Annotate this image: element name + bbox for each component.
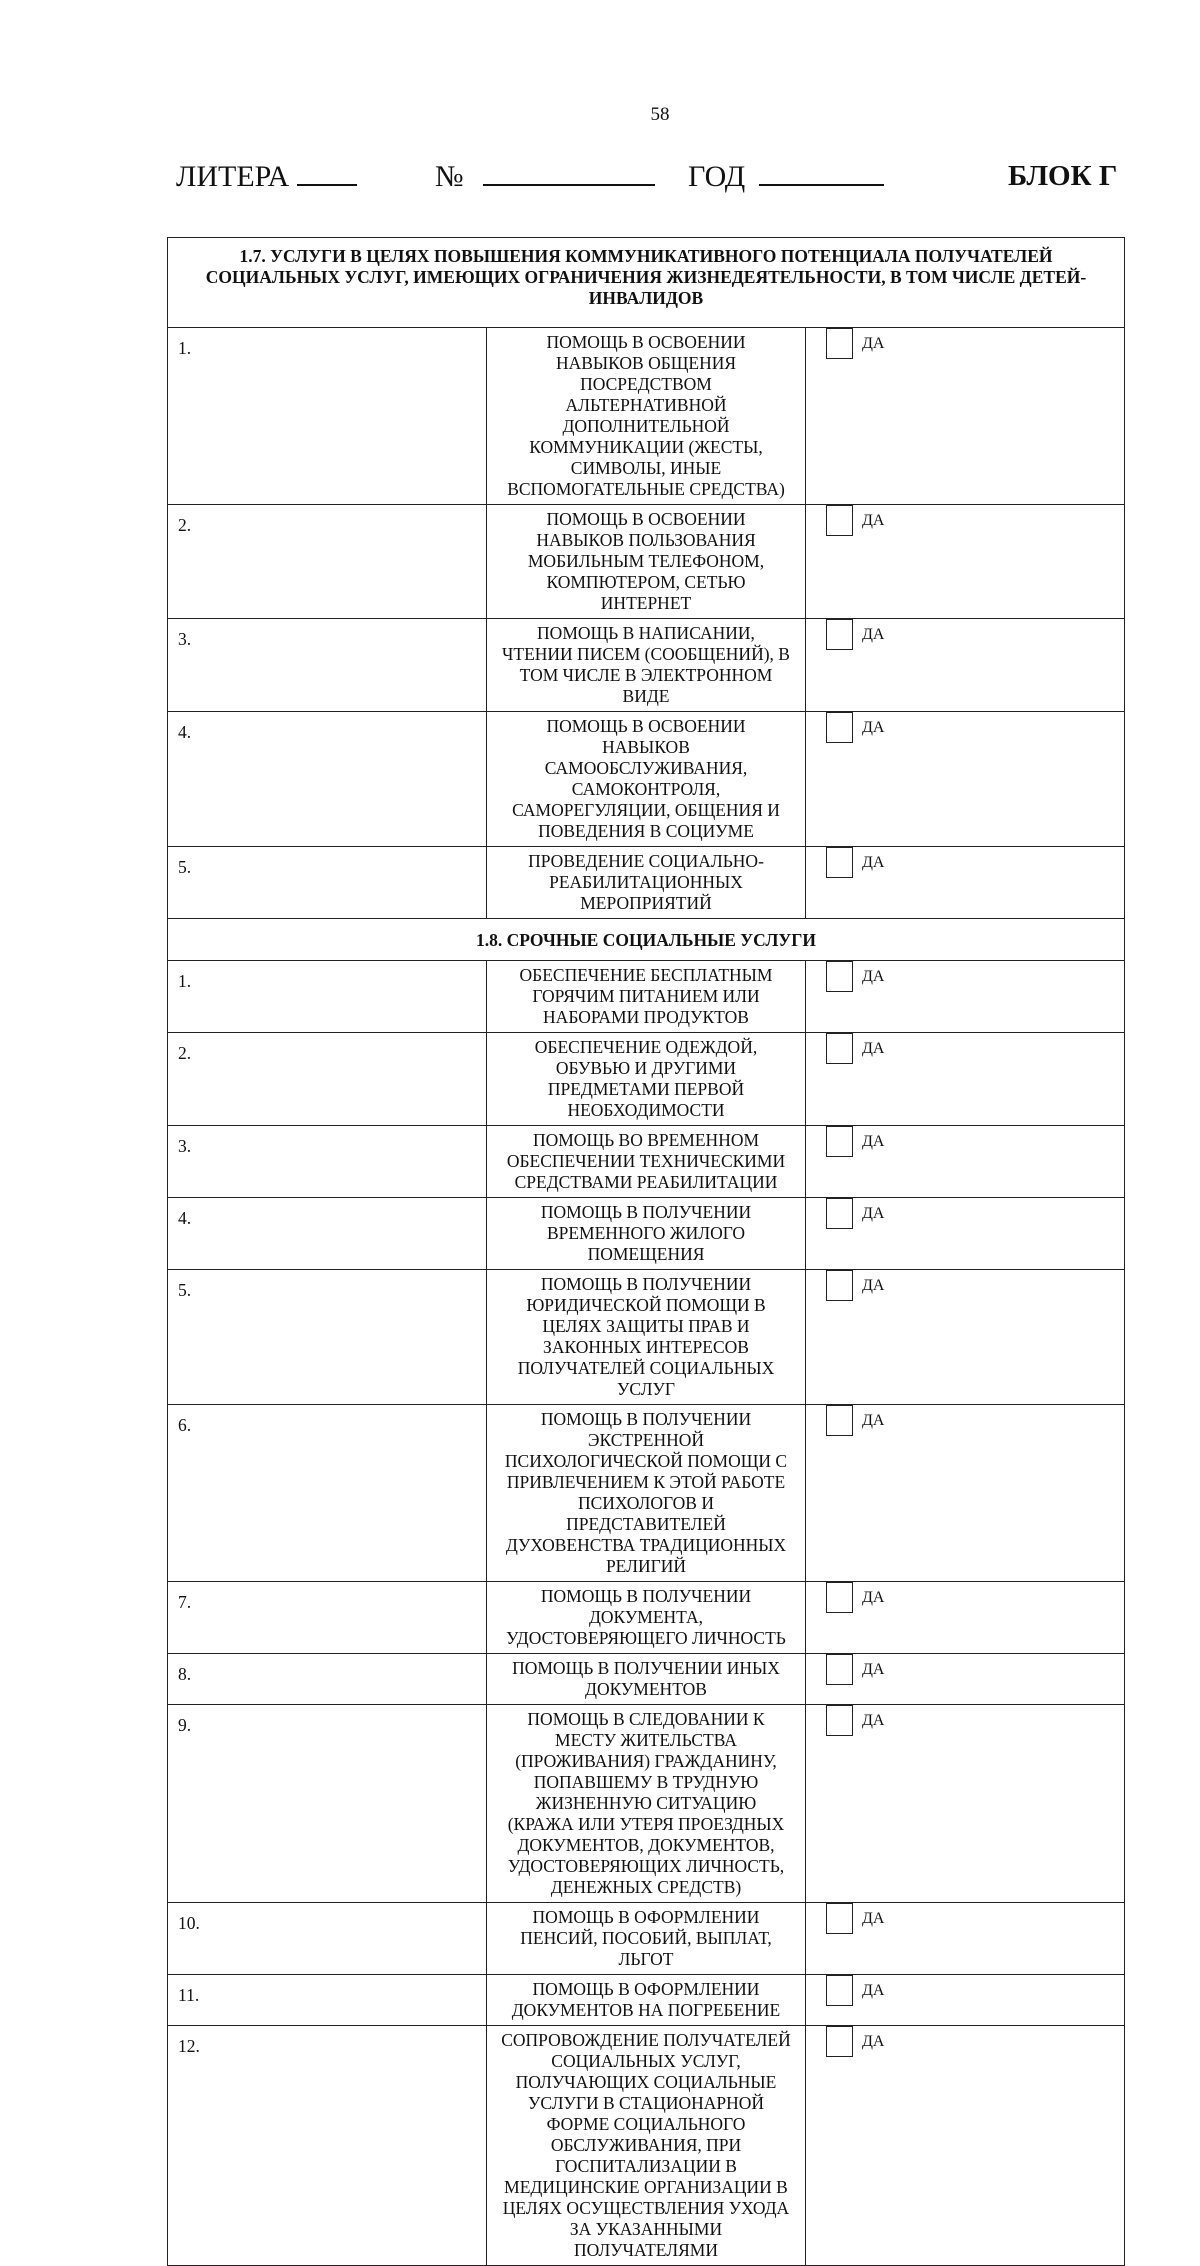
row-option xyxy=(806,619,1125,712)
year-label: ГОД xyxy=(688,160,746,193)
row-text: ПОМОЩЬ В ПОЛУЧЕНИИ ЭКСТРЕННОЙ ПСИХОЛОГИЧЕСКОЙ ПОМОЩИ С ПРИВЛЕЧЕНИЕМ К ЭТОЙ РАБОТЕ ПСИХОЛОГОВ И ПРЕДСТАВИТЕЛЕЙ ДУХОВЕНСТВА ТРАДИЦИОННЫХ РЕЛИГИЙ xyxy=(487,1405,806,1582)
row-number: 3. xyxy=(168,619,487,712)
yes-checkbox[interactable] xyxy=(826,961,853,992)
row-text: ПОМОЩЬ В ОСВОЕНИИ НАВЫКОВ ПОЛЬЗОВАНИЯ МОБИЛЬНЫМ ТЕЛЕФОНОМ, КОМПЮТЕРОМ, СЕТЬЮ ИНТЕРНЕТ xyxy=(487,505,806,619)
yes-checkbox[interactable] xyxy=(826,505,853,536)
table-row xyxy=(168,1903,1125,1975)
table-row xyxy=(168,1654,1125,1705)
yes-label: ДА xyxy=(862,1589,885,1606)
section-header-row xyxy=(168,919,1125,961)
row-number: 4. xyxy=(168,1198,487,1270)
section-title: 1.8. СРОЧНЫЕ СОЦИАЛЬНЫЕ УСЛУГИ xyxy=(168,919,1125,961)
yes-checkbox[interactable] xyxy=(826,1126,853,1157)
table-row xyxy=(168,1975,1125,2026)
yes-label: ДА xyxy=(862,1712,885,1729)
row-text: СОПРОВОЖДЕНИЕ ПОЛУЧАТЕЛЕЙ СОЦИАЛЬНЫХ УСЛУГ, ПОЛУЧАЮЩИХ СОЦИАЛЬНЫЕ УСЛУГИ В СТАЦИОНАРНОЙ ФОРМЕ СОЦИАЛЬНОГО ОБСЛУЖИВАНИЯ, ПРИ ГОСПИТАЛИЗАЦИИ В МЕДИЦИНСКИЕ ОРГАНИЗАЦИИ В ЦЕЛЯХ ОСУЩЕСТВЛЕНИЯ УХОДА ЗА УКАЗАННЫМИ ПОЛУЧАТЕЛЯМИ xyxy=(487,2026,806,2266)
yes-checkbox[interactable] xyxy=(826,1270,853,1301)
row-number: 1. xyxy=(168,328,487,505)
yes-label: ДА xyxy=(862,1133,885,1150)
year-blank[interactable] xyxy=(759,160,884,186)
yes-label: ДА xyxy=(862,854,885,871)
row-text: ПОМОЩЬ В ОФОРМЛЕНИИ ДОКУМЕНТОВ НА ПОГРЕБЕНИЕ xyxy=(487,1975,806,2026)
row-option xyxy=(806,2026,1125,2266)
table-row xyxy=(168,1705,1125,1903)
row-number: 2. xyxy=(168,1033,487,1126)
yes-checkbox[interactable] xyxy=(826,712,853,743)
yes-label: ДА xyxy=(862,1205,885,1222)
row-text: ПОМОЩЬ ВО ВРЕМЕННОМ ОБЕСПЕЧЕНИИ ТЕХНИЧЕСКИМИ СРЕДСТВАМИ РЕАБИЛИТАЦИИ xyxy=(487,1126,806,1198)
row-text: ПОМОЩЬ В СЛЕДОВАНИИ К МЕСТУ ЖИТЕЛЬСТВА (ПРОЖИВАНИЯ) ГРАЖДАНИНУ, ПОПАВШЕМУ В ТРУДНУЮ ЖИЗНЕННУЮ СИТУАЦИЮ (КРАЖА ИЛИ УТЕРЯ ПРОЕЗДНЫХ ДОКУМЕНТОВ, ДОКУМЕНТОВ, УДОСТОВЕРЯЮЩИХ ЛИЧНОСТЬ, ДЕНЕЖНЫХ СРЕДСТВ) xyxy=(487,1705,806,1903)
yes-label: ДА xyxy=(862,335,885,352)
yes-label: ДА xyxy=(862,1661,885,1678)
number-blank[interactable] xyxy=(483,160,655,186)
row-text: ПОМОЩЬ В ОСВОЕНИИ НАВЫКОВ САМООБСЛУЖИВАНИЯ, САМОКОНТРОЛЯ, САМОРЕГУЛЯЦИИ, ОБЩЕНИЯ И ПОВЕДЕНИЯ В СОЦИУМЕ xyxy=(487,712,806,847)
table-row xyxy=(168,1405,1125,1582)
yes-checkbox[interactable] xyxy=(826,1033,853,1064)
yes-label: ДА xyxy=(862,1277,885,1294)
row-option xyxy=(806,847,1125,919)
yes-checkbox[interactable] xyxy=(826,1975,853,2006)
table-row xyxy=(168,1033,1125,1126)
row-option xyxy=(806,1405,1125,1582)
row-text: ПОМОЩЬ В ПОЛУЧЕНИИ ВРЕМЕННОГО ЖИЛОГО ПОМЕЩЕНИЯ xyxy=(487,1198,806,1270)
row-option xyxy=(806,1975,1125,2026)
row-option xyxy=(806,505,1125,619)
row-number: 9. xyxy=(168,1705,487,1903)
row-option xyxy=(806,1126,1125,1198)
litera-field xyxy=(176,160,357,194)
row-option xyxy=(806,1705,1125,1903)
yes-checkbox[interactable] xyxy=(826,2026,853,2057)
year-field xyxy=(688,160,884,194)
row-option xyxy=(806,1033,1125,1126)
litera-blank[interactable] xyxy=(297,160,357,186)
row-number: 5. xyxy=(168,1270,487,1405)
row-option xyxy=(806,1903,1125,1975)
row-option xyxy=(806,328,1125,505)
row-number: 5. xyxy=(168,847,487,919)
table-row xyxy=(168,328,1125,505)
yes-label: ДА xyxy=(862,1040,885,1057)
yes-label: ДА xyxy=(862,512,885,529)
row-number: 4. xyxy=(168,712,487,847)
row-text: ОБЕСПЕЧЕНИЕ БЕСПЛАТНЫМ ГОРЯЧИМ ПИТАНИЕМ ИЛИ НАБОРАМИ ПРОДУКТОВ xyxy=(487,961,806,1033)
number-label: № xyxy=(435,160,464,193)
row-number: 2. xyxy=(168,505,487,619)
row-text: ПОМОЩЬ В ПОЛУЧЕНИИ ИНЫХ ДОКУМЕНТОВ xyxy=(487,1654,806,1705)
table-row xyxy=(168,847,1125,919)
yes-label: ДА xyxy=(862,719,885,736)
section-title: 1.7. УСЛУГИ В ЦЕЛЯХ ПОВЫШЕНИЯ КОММУНИКАТИВНОГО ПОТЕНЦИАЛА ПОЛУЧАТЕЛЕЙ СОЦИАЛЬНЫХ УСЛУГ, ИМЕЮЩИХ ОГРАНИЧЕНИЯ ЖИЗНЕДЕЯТЕЛЬНОСТИ, В ТОМ ЧИСЛЕ ДЕТЕЙ-ИНВАЛИДОВ xyxy=(168,238,1125,328)
row-text: ПОМОЩЬ В ОСВОЕНИИ НАВЫКОВ ОБЩЕНИЯ ПОСРЕДСТВОМ АЛЬТЕРНАТИВНОЙ ДОПОЛНИТЕЛЬНОЙ КОММУНИКАЦИИ (ЖЕСТЫ, СИМВОЛЫ, ИНЫЕ ВСПОМОГАТЕЛЬНЫЕ СРЕДСТВА) xyxy=(487,328,806,505)
yes-checkbox[interactable] xyxy=(826,1198,853,1229)
row-option xyxy=(806,1270,1125,1405)
row-text: ПОМОЩЬ В ОФОРМЛЕНИИ ПЕНСИЙ, ПОСОБИЙ, ВЫПЛАТ, ЛЬГОТ xyxy=(487,1903,806,1975)
table-row xyxy=(168,1198,1125,1270)
litera-label: ЛИТЕРА xyxy=(176,160,290,193)
yes-label: ДА xyxy=(862,1412,885,1429)
table-row xyxy=(168,505,1125,619)
row-number: 8. xyxy=(168,1654,487,1705)
row-text: ПОМОЩЬ В НАПИСАНИИ, ЧТЕНИИ ПИСЕМ (СООБЩЕНИЙ), В ТОМ ЧИСЛЕ В ЭЛЕКТРОННОМ ВИДЕ xyxy=(487,619,806,712)
yes-checkbox[interactable] xyxy=(826,619,853,650)
yes-label: ДА xyxy=(862,1910,885,1927)
row-number: 7. xyxy=(168,1582,487,1654)
number-field xyxy=(435,160,655,194)
row-number: 6. xyxy=(168,1405,487,1582)
yes-label: ДА xyxy=(862,2033,885,2050)
yes-label: ДА xyxy=(862,1982,885,1999)
row-option xyxy=(806,1582,1125,1654)
row-number: 11. xyxy=(168,1975,487,2026)
yes-checkbox[interactable] xyxy=(826,1582,853,1613)
page-number: 58 xyxy=(650,104,670,125)
row-number: 12. xyxy=(168,2026,487,2266)
yes-label: ДА xyxy=(862,626,885,643)
table-row xyxy=(168,1126,1125,1198)
row-text: ПОМОЩЬ В ПОЛУЧЕНИИ ЮРИДИЧЕСКОЙ ПОМОЩИ В ЦЕЛЯХ ЗАЩИТЫ ПРАВ И ЗАКОННЫХ ИНТЕРЕСОВ ПОЛУЧАТЕЛЕЙ СОЦИАЛЬНЫХ УСЛУГ xyxy=(487,1270,806,1405)
row-option xyxy=(806,1654,1125,1705)
table-row xyxy=(168,1270,1125,1405)
yes-checkbox[interactable] xyxy=(826,1903,853,1934)
section-header-row xyxy=(168,238,1125,328)
row-option xyxy=(806,1198,1125,1270)
services-table xyxy=(167,237,1125,2266)
table-row xyxy=(168,619,1125,712)
block-label: БЛОК Г xyxy=(1008,160,1118,192)
row-text: ОБЕСПЕЧЕНИЕ ОДЕЖДОЙ, ОБУВЬЮ И ДРУГИМИ ПРЕДМЕТАМИ ПЕРВОЙ НЕОБХОДИМОСТИ xyxy=(487,1033,806,1126)
table-row xyxy=(168,712,1125,847)
yes-label: ДА xyxy=(862,968,885,985)
table-row xyxy=(168,961,1125,1033)
row-number: 3. xyxy=(168,1126,487,1198)
row-option xyxy=(806,961,1125,1033)
row-number: 10. xyxy=(168,1903,487,1975)
yes-checkbox[interactable] xyxy=(826,847,853,878)
row-text: ПРОВЕДЕНИЕ СОЦИАЛЬНО-РЕАБИЛИТАЦИОННЫХ МЕРОПРИЯТИЙ xyxy=(487,847,806,919)
yes-checkbox[interactable] xyxy=(826,1654,853,1685)
yes-checkbox[interactable] xyxy=(826,328,853,359)
table-row xyxy=(168,2026,1125,2266)
table-row xyxy=(168,1582,1125,1654)
row-text: ПОМОЩЬ В ПОЛУЧЕНИИ ДОКУМЕНТА, УДОСТОВЕРЯЮЩЕГО ЛИЧНОСТЬ xyxy=(487,1582,806,1654)
row-number: 1. xyxy=(168,961,487,1033)
yes-checkbox[interactable] xyxy=(826,1405,853,1436)
yes-checkbox[interactable] xyxy=(826,1705,853,1736)
row-option xyxy=(806,712,1125,847)
